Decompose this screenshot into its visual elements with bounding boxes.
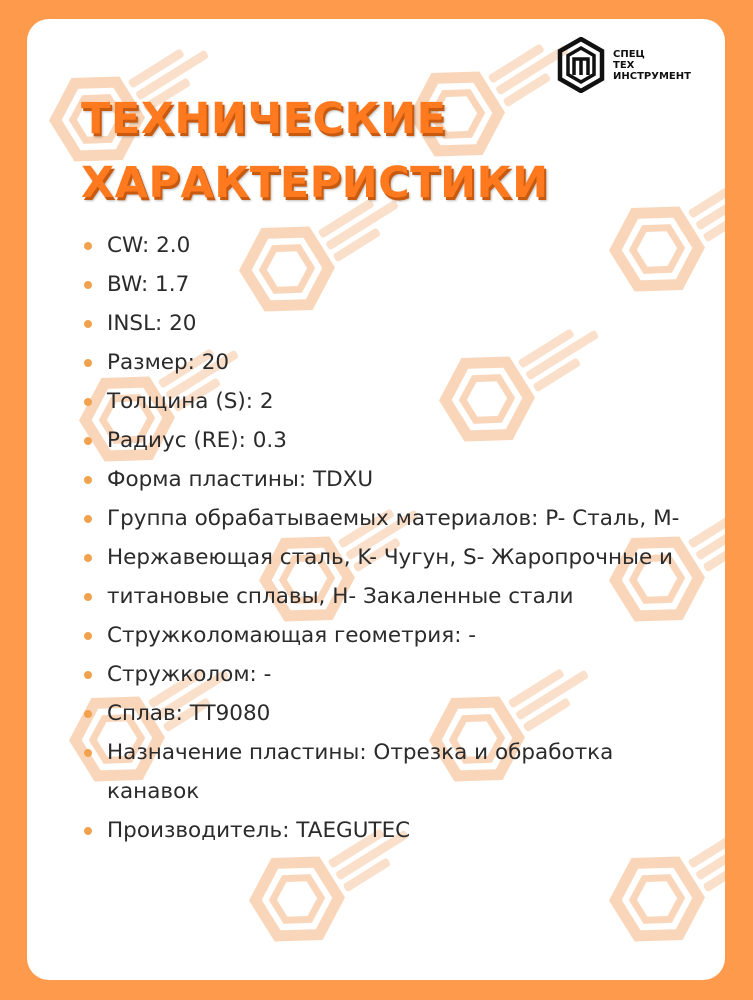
spec-text: титановые сплавы, H- Закаленные стали xyxy=(107,584,574,609)
bullet-dot-icon xyxy=(84,554,92,562)
bullet-dot-icon xyxy=(84,476,92,484)
list-item xyxy=(81,265,711,304)
list-item xyxy=(81,226,711,265)
bullet-dot-icon xyxy=(84,671,92,679)
bullet-dot-icon xyxy=(84,437,92,445)
bullet-dot-icon xyxy=(84,398,92,406)
list-item xyxy=(81,733,711,772)
page-title xyxy=(81,87,549,215)
spec-text: Нержавеющая сталь, K- Чугун, S- Жаропрочные и xyxy=(107,545,674,570)
bullet-dot-icon xyxy=(84,242,92,250)
list-item xyxy=(81,460,711,499)
spec-list xyxy=(81,226,711,850)
bullet-dot-icon xyxy=(84,281,92,289)
spec-text: CW: 2.0 xyxy=(107,233,191,258)
brand-logo xyxy=(557,37,691,93)
brand-line-3: ИНСТРУМЕНТ xyxy=(613,70,691,82)
bullet-dot-icon xyxy=(84,749,92,757)
product-card xyxy=(27,19,725,980)
list-item xyxy=(81,538,711,577)
spec-text: Группа обрабатываемых материалов: P- Сталь, M- xyxy=(107,506,680,531)
list-item xyxy=(81,694,711,733)
list-item xyxy=(81,382,711,421)
bullet-dot-icon xyxy=(84,320,92,328)
list-item xyxy=(81,343,711,382)
list-item xyxy=(81,811,711,850)
spec-text: Форма пластины: TDXU xyxy=(107,467,374,492)
list-item xyxy=(81,577,711,616)
bullet-dot-icon xyxy=(84,515,92,523)
spec-text: канавок xyxy=(107,779,200,804)
spec-text: Толщина (S): 2 xyxy=(107,389,274,414)
list-item xyxy=(81,304,711,343)
spec-text: BW: 1.7 xyxy=(107,272,190,297)
bullet-dot-icon xyxy=(84,593,92,601)
brand-line-2: ТЕХ xyxy=(613,59,635,71)
list-item xyxy=(81,655,711,694)
spec-text: INSL: 20 xyxy=(107,311,197,336)
title-line-1: ТЕХНИЧЕСКИЕ xyxy=(81,94,447,144)
brand-name xyxy=(613,49,691,82)
brand-line-1: СПЕЦ xyxy=(613,48,645,60)
spec-text: Стружколом: - xyxy=(107,662,272,687)
title-line-2: ХАРАКТЕРИСТИКИ xyxy=(81,158,549,208)
spec-text: Назначение пластины: Отрезка и обработка xyxy=(107,740,614,765)
spec-text: Производитель: TAEGUTEC xyxy=(107,818,411,843)
bullet-dot-icon xyxy=(84,632,92,640)
list-item xyxy=(81,616,711,655)
spec-text: Размер: 20 xyxy=(107,350,230,375)
bullet-dot-icon xyxy=(84,710,92,718)
spec-text: Сплав: TT9080 xyxy=(107,701,271,726)
list-item xyxy=(81,499,711,538)
bullet-dot-icon xyxy=(84,827,92,835)
bullet-dot-icon xyxy=(84,359,92,367)
list-item xyxy=(81,772,711,811)
spec-text: Стружколомающая геометрия: - xyxy=(107,623,477,648)
hexagon-logo-icon xyxy=(557,37,605,93)
spec-text: Радиус (RE): 0.3 xyxy=(107,428,287,453)
list-item xyxy=(81,421,711,460)
